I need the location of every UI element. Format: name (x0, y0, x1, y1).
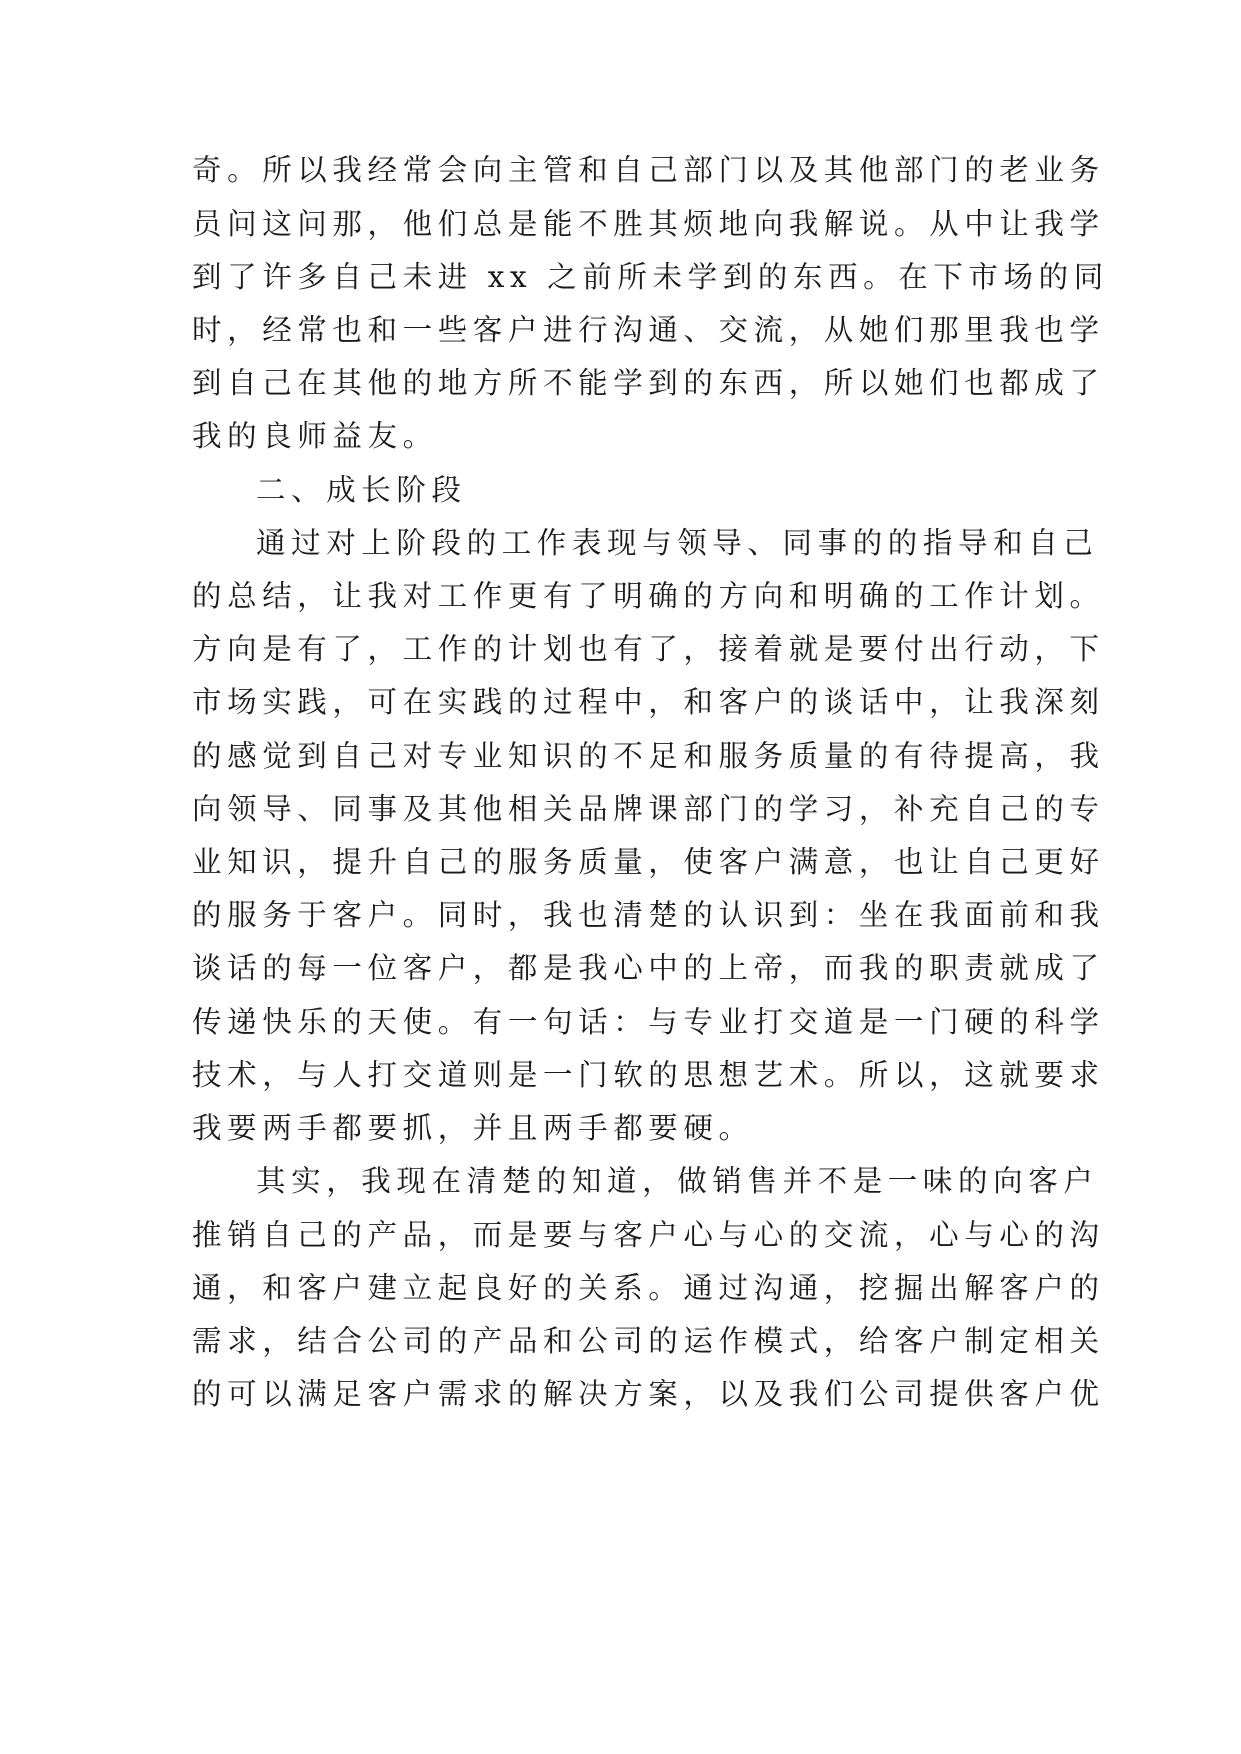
text-line: 推销自己的产品，而是要与客户心与心的交流，心与心的沟 (192, 1218, 1105, 1252)
text-line: 我的良师益友。 (192, 419, 438, 453)
text-line: 需求，结合公司的产品和公司的运作模式，给客户制定相关 (192, 1324, 1105, 1358)
text-line: 到了许多自己未进 xx 之前所未学到的东西。在下市场的同 (192, 260, 1109, 294)
text-line: 业知识，提升自己的服务质量，使客户满意，也让自己更好 (192, 845, 1105, 879)
text-line: 的服务于客户。同时，我也清楚的认识到：坐在我面前和我 (192, 898, 1105, 932)
text-line: 通过对上阶段的工作表现与领导、同事的的指导和自己 (256, 526, 1099, 560)
text-line: 谈话的每一位客户，都是我心中的上帝，而我的职责就成了 (192, 951, 1105, 985)
text-line: 的总结，让我对工作更有了明确的方向和明确的工作计划。 (192, 579, 1105, 613)
text-line: 我要两手都要抓，并且两手都要硬。 (192, 1111, 754, 1145)
text-line: 到自己在其他的地方所不能学到的东西，所以她们也都成了 (192, 366, 1105, 400)
text-line: 方向是有了，工作的计划也有了，接着就是要付出行动，下 (192, 632, 1105, 666)
text-line: 传递快乐的天使。有一句话：与专业打交道是一门硬的科学 (192, 1005, 1105, 1039)
text-line: 其实，我现在清楚的知道，做销售并不是一味的向客户 (256, 1164, 1099, 1198)
text-line: 奇。所以我经常会向主管和自己部门以及其他部门的老业务 (192, 153, 1105, 187)
section-heading: 二、成长阶段 (256, 473, 467, 507)
text-line: 通，和客户建立起良好的关系。通过沟通，挖掘出解客户的 (192, 1271, 1105, 1305)
text-line: 市场实践，可在实践的过程中，和客户的谈话中，让我深刻 (192, 685, 1105, 719)
text-line: 的感觉到自己对专业知识的不足和服务质量的有待提高，我 (192, 739, 1105, 773)
text-line: 时，经常也和一些客户进行沟通、交流，从她们那里我也学 (192, 313, 1105, 347)
text-line: 向领导、同事及其他相关品牌课部门的学习，补充自己的专 (192, 792, 1105, 826)
text-line: 员问这问那，他们总是能不胜其烦地向我解说。从中让我学 (192, 207, 1105, 241)
text-line: 技术，与人打交道则是一门软的思想艺术。所以，这就要求 (192, 1058, 1105, 1092)
text-line: 的可以满足客户需求的解决方案，以及我们公司提供客户优 (192, 1377, 1105, 1411)
